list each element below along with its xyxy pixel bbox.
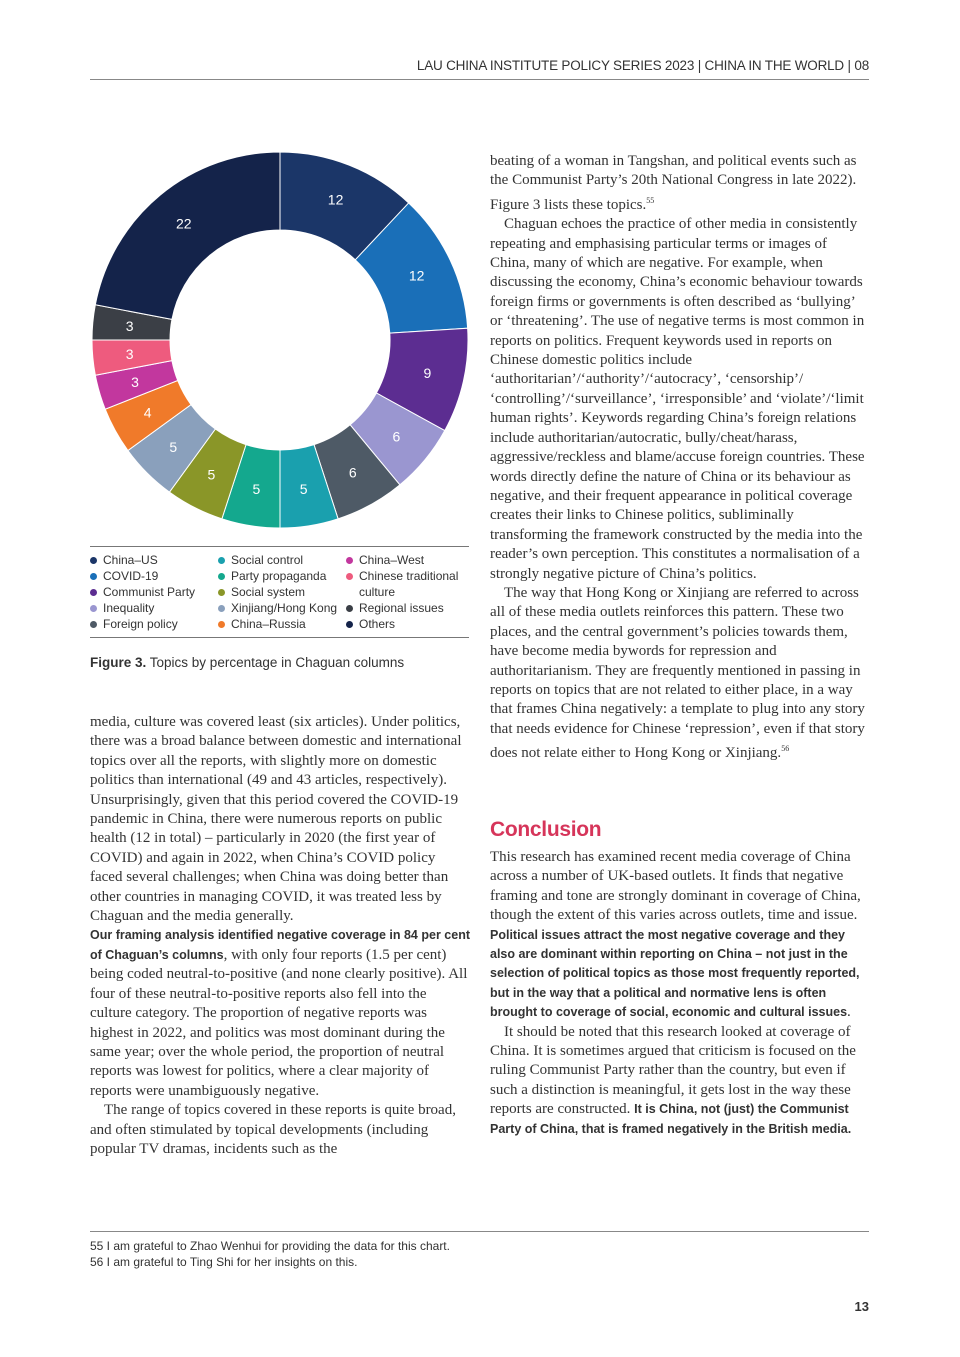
legend-label: Social system [231,585,306,599]
conclusion-heading: Conclusion [490,818,602,841]
slice-label-regional-issues: 3 [125,317,134,334]
conclusion-highlight-1: Political issues attract the most negative coverage and they also are dominant within reporting on China – not just in the selection of political topics as those most frequently reported, but in the way that a political and normative lens is often brought to coverage of social, economic and cultural issues [490,927,860,1020]
legend-item-social-control [218,552,337,568]
slice-label-chinese-traditional-culture: 3 [125,346,134,363]
legend-col-2 [218,552,337,632]
legend-swatch [346,605,353,612]
conclusion-body [490,848,870,1139]
footnote-ref-56[interactable]: 56 [781,744,790,754]
legend-label: China–Russia [231,617,306,631]
right-column [490,152,870,764]
legend-swatch [90,589,97,596]
legend-label: Social control [231,553,304,567]
slice-others [95,152,280,319]
legend-swatch [218,557,225,564]
slice-label-covid-19: 12 [408,267,425,284]
slice-label-foreign-policy: 6 [348,464,357,481]
legend-swatch [346,573,353,580]
figure-caption [90,655,404,670]
right-paragraph-1: beating of a woman in Tangshan, and political events such as the Communist Party’s 20th National Congress in late 2022). Figure 3 lists these topics.$^{55}$ [490,153,857,213]
legend-item-xinjiang-hong-kong [218,600,337,616]
legend-swatch [346,621,353,628]
conclusion-paragraph-2: It should be noted that this research looked at coverage of China. It is sometimes argued that criticism is focused on the ruling Communist Party rather than the country, but even if such a distinction is meaningful, it gets lost in the way these reports are constructed. It is China, not (just) the Communist Party of China, that is framed negatively in the British media. [490,1023,856,1136]
legend-label: China–US [103,553,158,567]
legend-col-1 [90,552,195,632]
legend-swatch [346,557,353,564]
slice-label-inequality: 6 [392,428,401,445]
slice-label-communist-party: 9 [423,364,432,381]
left-paragraph-3: The range of topics covered in these reports is quite broad, and often stimulated by topical developments (including popular TV dramas, incidents such as the [90,1102,456,1157]
legend-item-others [346,616,470,632]
figure-caption-text: Topics by percentage in Chaguan columns [149,655,405,670]
page-number: 13 [854,1299,869,1314]
legend-label: Xinjiang/Hong Kong [231,601,338,615]
left-paragraph-2: Our framing analysis identified negative coverage in 84 per cent of Chaguan’s columns, with only four reports (1.5 per cent) being coded neutral-to-positive (and none clearly positive). All four of these neutral-to-positive reports also fell into the culture category. The proportion of negative reports was highest in 2022, and politics was most dominant during the same year; over the whole period, the proportion of neutral reports was lowest for politics, where a clear majority of reports were unambiguously negative. [90,928,470,1099]
donut-chart [90,135,470,545]
legend-label: COVID-19 [103,569,159,583]
slice-label-social-control: 5 [299,481,308,498]
legend-label: Inequality [103,601,155,615]
slice-label-china-russia: 4 [143,404,152,421]
footnotes [90,1238,450,1270]
legend-swatch [90,605,97,612]
legend-item-china-us [90,552,195,568]
left-paragraph-1: media, culture was covered least (six articles). Under politics, there was a broad balance between domestic and international topics over all the reports, with slightly more on domestic politics than international (49 and 43 articles, respectively). Unsurprisingly, given that this period covered the COVID-19 pandemic in China, there were numerous reports on public health (12 in total) – particularly in 2020 (the first year of COVID) and again in 2022, when China’s COVID policy faced several challenges; when China was doing better than other countries in managing COVID, it was treated less by Chaguan and the media generally. [90,714,462,925]
legend-swatch [90,621,97,628]
conclusion-highlight-2: It is China, not (just) the Communist Party of China, that is framed negatively in the British media. [490,1102,852,1136]
legend-top-rule [90,546,469,547]
footnote-rule [90,1231,869,1232]
legend-swatch [218,589,225,596]
legend-label: Communist Party [103,585,196,599]
right-paragraph-2: Chaguan echoes the practice of other media in consistently repeating and emphasising particular terms or images of China, many of which are negative. For example, when discussing the economy, China’s economic behaviour towards foreign firms or governments is often described as ‘bullying’ or ‘threatening’. The use of negative terms is most common in reports on politics. Frequent keywords used in reports on Chinese domestic politics include ‘authoritarian’/‘authority’/‘autocracy’, ‘censorship’/ ‘controlling’/‘surveillance’, ‘irresponsible’ and ‘violate’/‘limit human rights’. Keywords regarding China’s foreign relations include authoritarian/autocratic, bully/cheat/harass, aggressive/reckless and blame/accuse foreign countries. These words directly define the nature of China or its behaviour as negative, and their frequent appearance in political coverage creates their links to Chinese politics, subliminally transforming the framework constructed by the media into the reader’s own perception. This constitutes a normalisation of a strongly negative picture of China’s politics. [490,216,865,582]
legend-item-regional-issues [346,600,470,616]
legend-swatch [90,573,97,580]
legend-item-china-russia [218,616,337,632]
right-paragraph-3: The way that Hong Kong or Xinjiang are referred to across all of these media outlets reinforces this pattern. These two places, and the central government’s policies towards them, have become media bywords for repression and authoritarianism. They are frequently mentioned in passing in reports on topics that are not related to either place, in a way that frames China negatively: a template to plug into any story that needs evidence for Chinese ‘repression’, even if that story does not relate either to Hong Kong or Xinjiang.$^{56}$ [490,584,865,762]
slice-label-china-west: 3 [131,374,139,391]
legend-label: China–West [359,553,425,567]
conclusion-paragraph-1: This research has examined recent media coverage of China across a number of UK-based outlets. It finds that negative framing and tone are strongly dominant in coverage of China, though the extent of this varies across outlets, time and issue. Political issues attract the most negative coverage and they also are dominant within reporting on China – not just in the selection of political topics as those most frequently reported, but in the way that a political and normative lens is often brought to coverage of social, economic and cultural issues. [490,849,861,1021]
slice-label-social-system: 5 [207,466,216,483]
legend-col-3 [346,552,470,632]
legend-item-party-propaganda [218,568,337,584]
header-rule [90,79,869,80]
legend-label: Others [359,617,396,631]
legend-item-chinese-traditional-culture [346,568,470,600]
legend-label: Foreign policy [103,617,178,631]
legend-item-foreign-policy [90,616,195,632]
legend-item-china-west [346,552,470,568]
legend-swatch [218,621,225,628]
legend-swatch [218,573,225,580]
legend-swatch [218,605,225,612]
legend-item-social-system [218,584,337,600]
legend-item-covid-19 [90,568,195,584]
slice-label-xinjiang-hong-kong: 5 [169,438,178,455]
footnote-56: 56 I am grateful to Ting Shi for her insights on this. [90,1255,358,1269]
slice-label-china-us: 12 [327,191,344,208]
key-finding: Our framing analysis identified negative coverage in 84 per cent of Chaguan’s columns [90,928,470,962]
footnote-ref-55[interactable]: 55 [646,195,655,205]
legend-bottom-rule [90,637,469,638]
running-head: LAU CHINA INSTITUTE POLICY SERIES 2023 | CHINA IN THE WORLD | 08 [416,58,869,73]
left-column [90,713,470,1159]
legend-item-communist-party [90,584,195,600]
legend-label: Regional issues [359,601,444,615]
figure-label: Figure 3. [90,655,147,670]
legend-label: Chinese traditional culture [359,569,459,599]
legend-label: Party propaganda [231,569,327,583]
legend-swatch [90,557,97,564]
slice-label-others: 22 [175,215,192,232]
slice-label-party-propaganda: 5 [252,481,261,498]
footnote-55: 55 I am grateful to Zhao Wenhui for providing the data for this chart. [90,1239,450,1253]
legend-item-inequality [90,600,195,616]
